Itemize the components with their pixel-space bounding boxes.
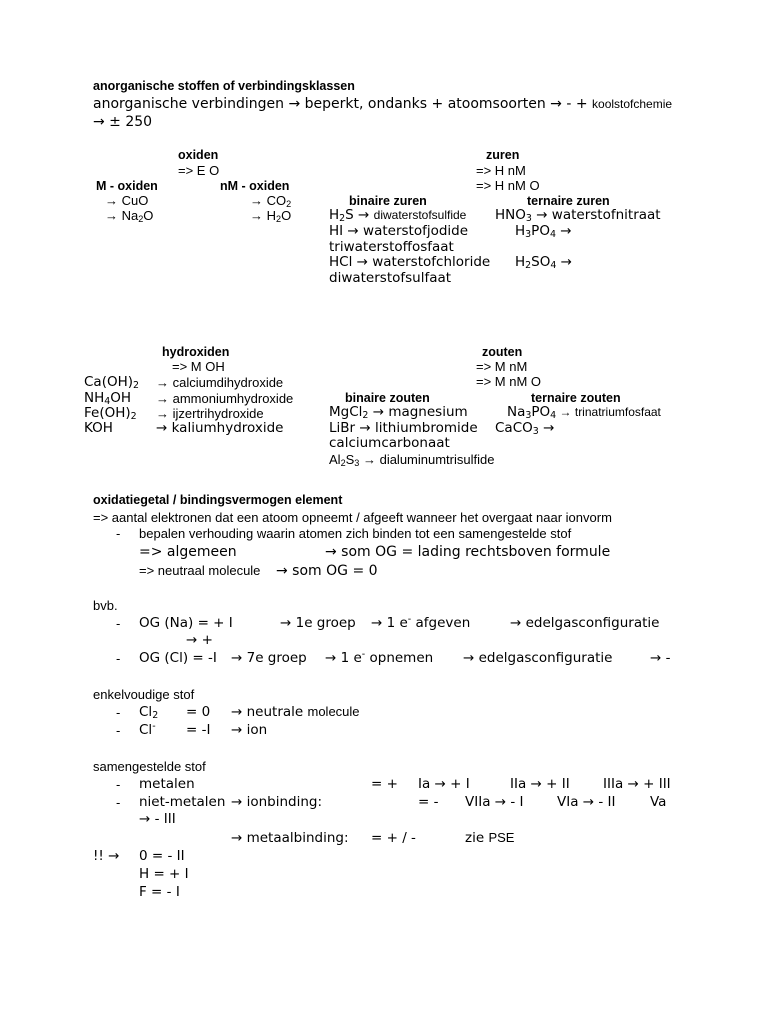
zuur-h2so4-name: diwaterstofsulfaat <box>329 270 452 286</box>
og-cl-charge: → - <box>650 650 671 666</box>
zuur-h2s: $H_2S$ → diwaterstofsulfide <box>329 207 467 224</box>
zuur-h2so4: $H_2SO_4$ → <box>515 254 572 271</box>
nm-oxide-h2o: → $H_2O$ <box>250 208 292 224</box>
samen-ia: Ia → + I <box>418 776 470 792</box>
oxiden-title: oxiden <box>178 148 219 162</box>
bullet: - <box>116 526 121 541</box>
hydroxide-formula: KOH <box>84 420 113 436</box>
samen-metalen-og: = + <box>371 776 398 792</box>
exception-o: 0 = - II <box>139 848 185 864</box>
zout-al2s3: $Al_2S_3$ → dialuminumtrisulfide <box>329 452 495 468</box>
samen-viia: VIIa → - I <box>465 794 524 810</box>
zouten-formula-2: => M nM O <box>476 374 542 389</box>
samen-iiia: IIIa → + III <box>603 776 671 792</box>
og-algemeen-rule: → som OG = lading rechtsboven formule <box>325 544 611 560</box>
enkelvoudig-label: enkelvoudige stof <box>93 687 195 702</box>
enkel-cl2-og: = 0 <box>186 704 211 720</box>
bullet: - <box>116 723 121 738</box>
intro-line: anorganische verbindingen → beperkt, ondanks + atoomsoorten → - + koolstofchemie <box>93 96 673 112</box>
binaire-zuren-title: binaire zuren <box>349 194 427 208</box>
og-na-config: → edelgasconfiguratie <box>510 615 660 631</box>
exception-h: H = + I <box>139 866 189 882</box>
zout-libr: LiBr → lithiumbromide <box>329 420 478 436</box>
hydroxiden-title: hydroxiden <box>162 345 230 359</box>
enkel-cl2: $Cl_2$ <box>139 704 159 721</box>
m-oxide-na2o: → $Na_2O$ <box>105 208 154 224</box>
binaire-zouten-title: binaire zouten <box>345 391 430 405</box>
page-title: anorganische stoffen of verbindingsklassen <box>93 79 355 93</box>
zuur-h3po4: $H_3PO_4$ → <box>515 223 572 240</box>
zouten-title: zouten <box>482 345 523 359</box>
enkel-cl-ion-desc: → ion <box>231 722 268 738</box>
zuren-title: zuren <box>486 148 520 162</box>
samen-ionbinding-og: = - <box>418 794 439 810</box>
hydroxide-formula: $Fe(OH)_2$ <box>84 405 137 422</box>
ternaire-zouten-title: ternaire zouten <box>531 391 621 405</box>
hydroxide-name: → ijzertrihydroxide <box>156 406 264 421</box>
og-cl-groep: → 7e groep <box>231 650 307 666</box>
zuren-formula-2: => H nM O <box>476 178 540 193</box>
zuren-formula-1: => H nM <box>476 163 526 178</box>
bullet: - <box>116 777 121 792</box>
samen-iia: IIa → + II <box>510 776 570 792</box>
m-oxide-cuo: → CuO <box>105 193 149 208</box>
hydroxiden-formula: => M OH <box>172 359 225 374</box>
og-cl-electron: → 1 e- opnemen <box>325 649 434 666</box>
bvb-label: bvb. <box>93 598 118 613</box>
hydroxide-name: → kaliumhydroxide <box>156 420 284 436</box>
zouten-formula-1: => M nM <box>476 359 528 374</box>
zuur-hno3: $HNO_3$ → waterstofnitraat <box>495 207 661 224</box>
hydroxide-name: → ammoniumhydroxide <box>156 391 294 406</box>
zuur-hcl: HCl → waterstofchloride <box>329 254 491 270</box>
hydroxide-formula: $Ca(OH)_2$ <box>84 374 140 391</box>
zuur-h3po4-name: triwaterstoffosfaat <box>329 239 454 255</box>
og-neutraal-rule: → som OG = 0 <box>276 563 378 579</box>
samen-metalen: metalen <box>139 776 195 792</box>
og-na-electron: → 1 e- afgeven <box>371 614 471 631</box>
samen-metaalbinding-og: = + / - <box>371 830 416 846</box>
samen-niet-metalen: niet-metalen <box>139 794 226 810</box>
og-definition: => aantal elektronen dat een atoom opneemt / afgeeft wanneer het overgaat naar ionvorm <box>93 510 612 525</box>
enkel-cl2-desc: → neutrale molecule <box>231 704 360 720</box>
zout-na3po4: $Na_3PO_4$ → trinatriumfosfaat <box>507 404 661 421</box>
samen-va-og: → - III <box>139 811 176 827</box>
og-na-groep: → 1e groep <box>280 615 356 631</box>
bullet: - <box>116 795 121 810</box>
enkel-cl-ion: Cl- <box>139 721 156 738</box>
enkel-cl-ion-og: = -I <box>186 722 211 738</box>
bullet: - <box>116 616 121 631</box>
intro-line-2: → ± 250 <box>93 114 153 130</box>
samen-metaalbinding: → metaalbinding: <box>231 830 349 846</box>
zuur-hi: HI → waterstofjodide <box>329 223 469 239</box>
samen-va: Va <box>650 794 667 810</box>
samengesteld-label: samengestelde stof <box>93 759 206 774</box>
samen-ionbinding: → ionbinding: <box>231 794 323 810</box>
zout-caco3-name: calciumcarbonaat <box>329 435 450 451</box>
exception-marker: !! → <box>93 848 120 864</box>
samen-zie-pse: zie PSE <box>465 830 515 846</box>
zout-caco3: CaCO$_3$ → <box>495 420 555 437</box>
og-cl: OG (Cl) = -I <box>139 650 217 666</box>
samen-via: VIa → - II <box>557 794 616 810</box>
og-cl-config: → edelgasconfiguratie <box>463 650 613 666</box>
nm-oxide-co2: → $CO_2$ <box>250 193 292 209</box>
og-title: oxidatiegetal / bindingsvermogen element <box>93 493 343 507</box>
m-oxiden-title: M - oxiden <box>96 179 158 193</box>
bullet: - <box>116 651 121 666</box>
hydroxide-name: → calciumdihydroxide <box>156 375 284 390</box>
og-na: OG (Na) = + I <box>139 615 233 631</box>
exception-f: F = - I <box>139 884 180 900</box>
zout-mgcl2: MgCl$_2$ → magnesium <box>329 404 468 421</box>
hydroxide-formula: $NH_4OH$ <box>84 390 132 407</box>
og-na-charge: → + <box>186 632 213 648</box>
ternaire-zuren-title: ternaire zuren <box>527 194 610 208</box>
nm-oxiden-title: nM - oxiden <box>220 179 290 193</box>
oxiden-formula: => E O <box>178 163 220 178</box>
og-algemeen: => algemeen <box>139 544 237 560</box>
og-bullet-text: bepalen verhouding waarin atomen zich binden tot een samengestelde stof <box>139 526 572 541</box>
bullet: - <box>116 705 121 720</box>
og-neutraal: => neutraal molecule <box>139 563 261 578</box>
